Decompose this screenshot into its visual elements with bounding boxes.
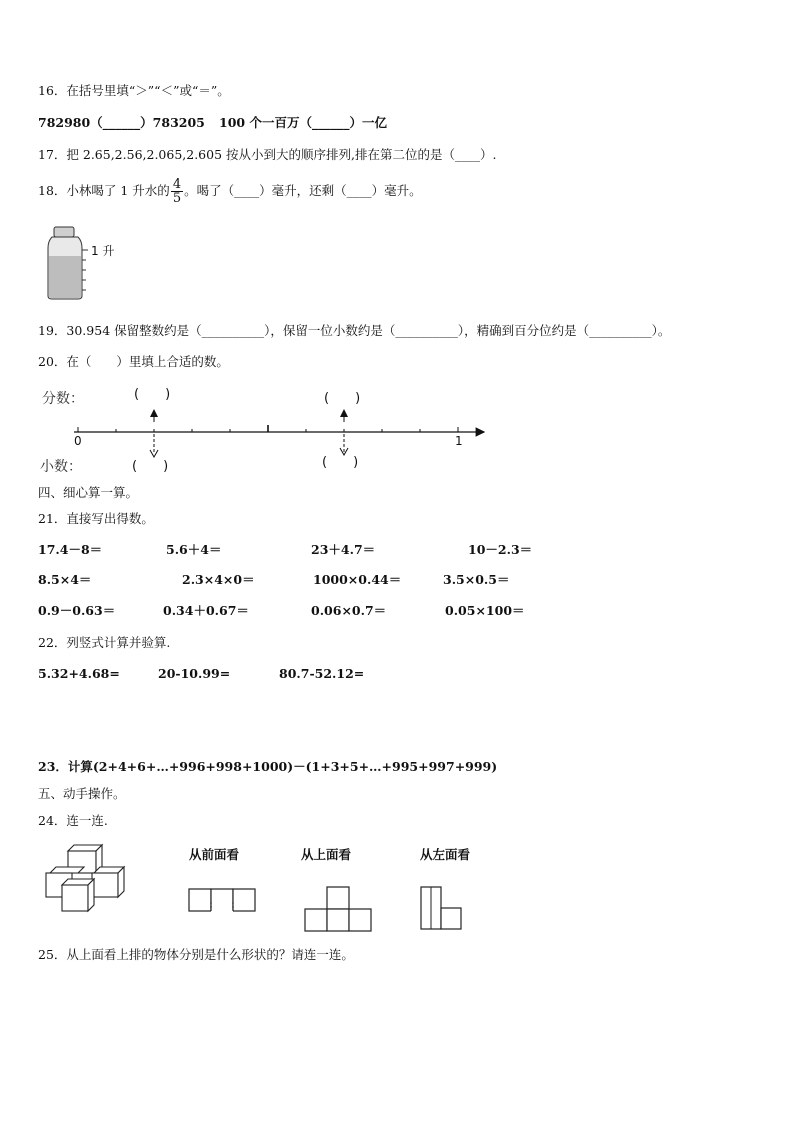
q21-r2c2: 2.3×4×0＝	[182, 572, 255, 587]
q23-text: 23．计算(2+4+6+…+996+998+1000)－(1+3+5+…+995+997+999)	[38, 759, 498, 774]
section-4-heading: 四、细心算一算。	[38, 485, 139, 500]
q22-item-3: 80.7-52.12=	[279, 666, 365, 681]
tick-label-0: 0	[74, 434, 82, 448]
q21-r1c2: 5.6＋4＝	[166, 542, 222, 557]
view-label-left: 从左面看	[420, 847, 471, 862]
view-label-top: 从上面看	[301, 847, 352, 862]
label-decimal: 小数：	[40, 459, 82, 475]
top-view-shape	[304, 886, 374, 932]
q22-item-2: 20-10.99=	[158, 666, 231, 681]
q21-title: 21．直接写出得数。	[38, 511, 154, 526]
section-5-heading: 五、动手操作。	[38, 786, 126, 801]
q16-title: 16．在括号里填“＞”“＜”或“＝”。	[38, 83, 230, 98]
paren-fraction-2: ( )	[324, 391, 361, 406]
q18-after: 。喝了（____）毫升，还剩（____）毫升。	[184, 183, 422, 198]
q20-title: 20．在（ ）里填上合适的数。	[38, 354, 229, 369]
q21-r3c3: 0.06×0.7＝	[311, 603, 387, 618]
q22-item-1: 5.32+4.68=	[38, 666, 120, 681]
q16-compare-right: 100 个一百万（______）一亿	[219, 115, 387, 130]
q19-text: 19．30.954 保留整数约是（__________），保留一位小数约是（__________），精确到百分位约是（__________）。	[38, 323, 671, 338]
q22-title: 22．列竖式计算并验算.	[38, 635, 171, 650]
left-view-shape	[420, 886, 466, 932]
water-bottle-figure	[44, 226, 94, 302]
q21-r1c3: 23＋4.7＝	[311, 542, 376, 557]
q21-r3c4: 0.05×100＝	[445, 603, 525, 618]
tick-label-1: 1	[455, 434, 463, 448]
number-line	[60, 400, 500, 460]
q21-r2c1: 8.5×4＝	[38, 572, 92, 587]
q24-title: 24．连一连.	[38, 813, 108, 828]
q21-r2c3: 1000×0.44＝	[313, 572, 402, 587]
q17-text: 17．把 2.65,2.56,2.065,2.605 按从小到大的顺序排列,排在第二位的是（____）.	[38, 147, 497, 162]
q18-frac-num: 4	[172, 177, 182, 192]
q21-r1c1: 17.4－8＝	[38, 542, 103, 557]
q18-before: 18．小林喝了 1 升水的	[38, 183, 170, 198]
label-fraction: 分数：	[42, 391, 84, 407]
paren-fraction-1: ( )	[134, 387, 171, 402]
front-view-shape	[188, 888, 258, 914]
q16-compare-left: 782980（______）783205	[38, 115, 205, 130]
q21-r3c1: 0.9－0.63＝	[38, 603, 116, 618]
cube-solid-figure	[44, 845, 134, 915]
q21-r3c2: 0.34＋0.67＝	[163, 603, 249, 618]
q18-fraction	[171, 178, 183, 205]
q25-text: 25．从上面看上排的物体分别是什么形状的？请连一连。	[38, 947, 354, 962]
q18-frac-den: 5	[172, 191, 182, 206]
q21-r2c4: 3.5×0.5＝	[443, 572, 510, 587]
bottle-label: 1 升	[91, 244, 115, 258]
paren-decimal-2: ( )	[322, 455, 359, 470]
q21-r1c4: 10－2.3＝	[468, 542, 533, 557]
paren-decimal-1: ( )	[132, 459, 169, 474]
q18-line	[38, 176, 422, 206]
view-label-front: 从前面看	[189, 847, 240, 862]
